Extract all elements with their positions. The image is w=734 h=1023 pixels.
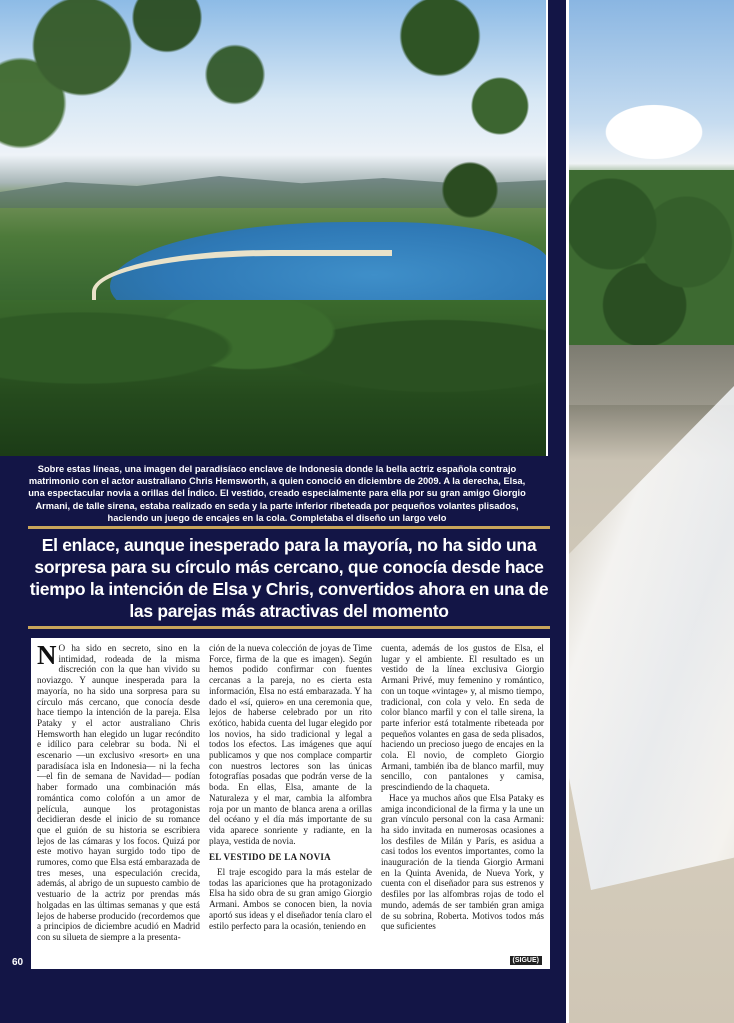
article-paragraph	[37, 643, 200, 943]
page-number: 60	[12, 957, 24, 968]
article-column-1	[37, 643, 200, 965]
article-paragraph: Hace ya muchos años que Elsa Pataky es amiga incondicional de la firma y la une un gran vínculo personal con la casa Armani: ha sido invitada en numerosas ocasiones a los desfiles de Milán y París, es asidua a casi todos los eventos importantes, como la inauguración de la tienda Giorgio Armani en la Quinta Avenida, de Nueva York, y cuenta con el diseñador para sus estrenos y desfiles por las alfombras rojas de todo el mundo, además de ser también gran amiga de su sobrina, Roberta. Motivos todos más que suficientes	[381, 792, 544, 932]
headline: El enlace, aunque inesperado para la mayoría, no ha sido una sorpresa para su círculo más cercano, que conocía desde hace tiempo la intención de Elsa y Chris, convertidos ahora en una de las parejas más atractivas del momento	[29, 535, 549, 621]
photo-trees	[569, 170, 734, 350]
photo-caption: Sobre estas líneas, una imagen del paradisíaco enclave de Indonesia donde la bella actriz española contrajo matrimonio con el actor australiano Chris Hemsworth, a quien conoció en diciembre de 2009. A la derecha, Elsa, una espectacular novia a orillas del Índico. El vestido, creado especialmente para ella por su gran amigo Giorgio Armani, de talle sirena, estaba realizado en seda y la parte inferior ribeteada por pequeños volantes plisados, haciendo un juego de encajes en la cola. Completaba el diseño un largo velo	[28, 464, 526, 523]
photo-foliage-right	[360, 0, 548, 260]
article-body	[31, 638, 550, 969]
photo-wall	[569, 345, 734, 405]
article-paragraph: cuenta, además de los gustos de Elsa, el lugar y el ambiente. El resultado es un vestido de la línea exclusiva Giorgio Armani Privé, muy femenino y romántico, con un toque «vintage» y, al mismo tiempo, tradicional, con cola y velo. En seda de color blanco marfil y con el talle sirena, la parte inferior está totalmente ribeteada por pequeños volantes en gasa de seda plisados, haciendo un precioso juego de encajes en la cola. El novio, de completo Giorgio Armani, también iba de blanco marfil, muy sencillo, con pantalones y camisa, prescindiendo de la chaqueta.	[381, 643, 544, 793]
photo-cloud	[579, 90, 729, 160]
photo-veil	[569, 330, 734, 890]
paragraph-text: O ha sido en secreto, sino en la intimidad, rodeada de la misma discreción con la que han vivido su noviazgo. Y aunque inesperada para la mayoría, no ha sido una sorpresa para su círculo más cercano, que conocía desde hace tiempo la intención de la pareja. Elsa Pataky y el actor australiano Chris Hemsworth han elegido un lugar recóndito e idílico para celebrar su boda. Ni el escenario —un exclusivo «resort» en una paradisíaca isla en Indonesia— ni la fecha —el fin de semana de Navidad— podían haber formado una combinación más romántica como colofón a un amor de película, aunque los protagonistas decidieran desde el inicio de su romance que el guión de su historia se escribiera lejos de las cámaras y los focos. Quizá por este motivo hayan surgido todo tipo de rumores, como que Elsa está embarazada de tres meses, una especulación crecida, además, al abrigo de un supuesto cambio de vestuario de la actriz por prendas más holgadas en las últimas semanas y que está lejos de haberse producido (recordemos que a principios de diciembre acudió en Madrid con su silueta de siempre a la presenta-	[37, 643, 200, 942]
article-subhead: EL VESTIDO DE LA NOVIA	[209, 852, 331, 863]
indonesia-landscape-photo	[0, 0, 548, 456]
article-paragraph: El traje escogido para la más estelar de todas las apariciones que ha protagonizado Elsa ha sido obra de su gran amigo Giorgio Armani. Ambos se conocen bien, la novia aportó sus ideas y el diseñador tenía claro el estilo perfecto para la ocasión, teniendo en	[209, 867, 372, 931]
bride-veil-photo	[566, 0, 734, 1023]
article-paragraph: ción de la nueva colección de joyas de Time Force, firma de la que es imagen). Según hemos podido confirmar con fuentes cercanas a la pareja, no es cierta esta información, Elsa no está embarazada. Y ha dado el «sí, quiero» en una ceremonia que, lejos de haberse celebrado por un rito exótico, habida cuenta del lugar elegido por los novios, ha sido tradicional y legal a todos los efectos. Las imágenes que aquí publicamos y que nos complace compartir con nuestros lectores son las únicas fotografías posadas que podrán verse de la boda. En ellas, Elsa, amante de la Naturaleza y el mar, cambia la alfombra roja por un manto de blanca arena a orillas del océano y el día más importante de su vida aparece sonriente y radiante, en la playa, vestida de novia.	[209, 643, 372, 846]
photo-foliage-left	[0, 0, 320, 160]
article-column-2	[209, 643, 372, 965]
headline-rule-bottom	[28, 626, 550, 629]
photo-forest	[0, 300, 548, 456]
drop-cap: N	[37, 643, 57, 670]
continue-badge: (SIGUE)	[510, 956, 542, 965]
article-column-3	[381, 643, 544, 965]
article-columns	[37, 643, 544, 965]
headline-rule-top	[28, 526, 550, 529]
